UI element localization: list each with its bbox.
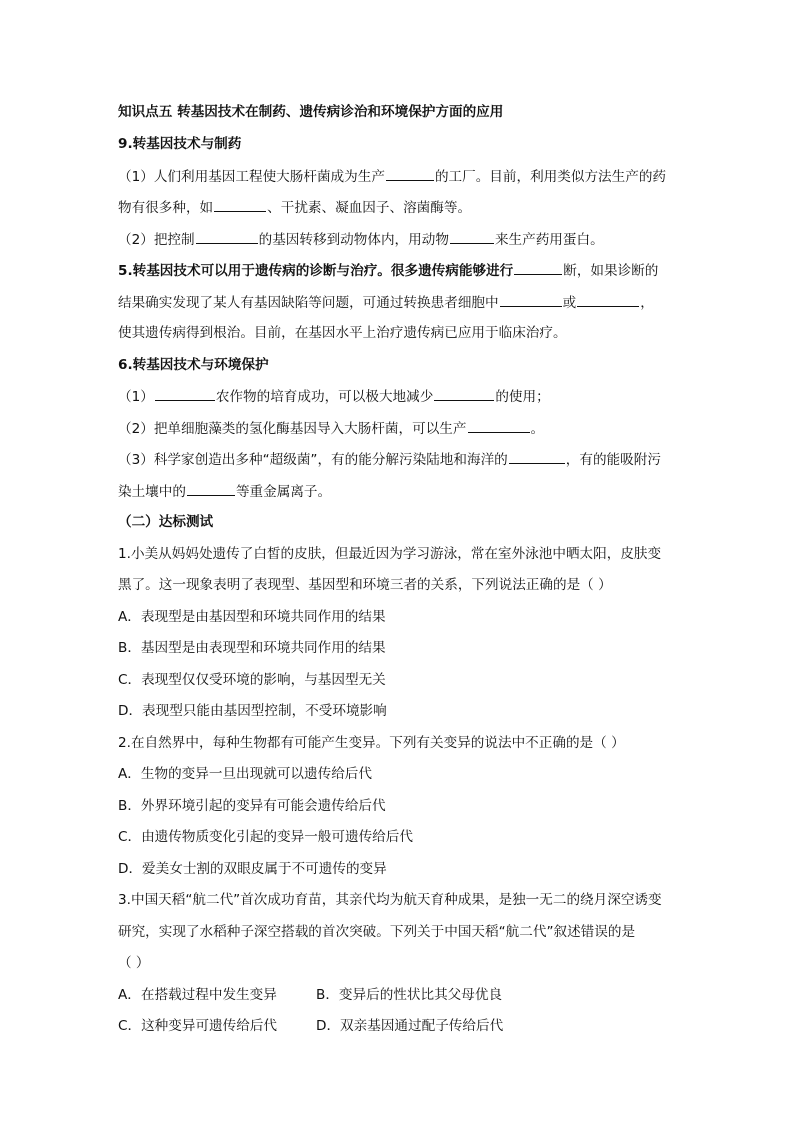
blank: [187, 481, 235, 496]
q2-option-a: A．生物的变异一旦出现就可以遗传给后代: [118, 766, 372, 782]
text: 、干扰素、凝血因子、溶菌酶等。: [267, 200, 472, 216]
q2-option-b: B．外界环境引起的变异有可能会遗传给后代: [118, 798, 386, 814]
blank: [468, 418, 530, 433]
q3-option-a: A．在搭载过程中发生变异: [118, 987, 277, 1003]
blank: [434, 386, 494, 401]
s6-p3-line1: [118, 449, 688, 470]
text: ，: [640, 295, 654, 311]
text: （1）人们利用基因工程使大肠杆菌成为生产: [118, 169, 385, 185]
s9-p2: [118, 229, 688, 250]
text: 或: [562, 295, 577, 311]
s5-line2: [118, 292, 688, 313]
q1-option-c: C．表现型仅仅受环境的影响，与基因型无关: [118, 672, 386, 688]
text: 5.转基因技术可以用于遗传病的诊断与治疗。很多遗传病能够进行: [118, 263, 514, 279]
q3-line3: （ ）: [118, 955, 150, 971]
q1-line1: 1.小美从妈妈处遗传了白皙的皮肤，但最近因为学习游泳，常在室外泳池中晒太阳，皮肤变: [118, 546, 662, 562]
s6-p2: [118, 418, 688, 439]
blank: [214, 197, 266, 212]
q3-line1: 3.中国天稻“航二代”首次成功育苗，其亲代均为航天育种成果，是独一无二的绕月深空诱变: [118, 892, 662, 908]
text: ，有的能吸附污: [565, 452, 661, 468]
s9-p1-line1: [118, 166, 688, 187]
text: 的基因转移到动物体内，用动物: [258, 232, 449, 248]
text: 物有很多种，如: [118, 200, 214, 216]
s6-p1: [118, 386, 688, 407]
blank: [509, 449, 565, 464]
s9-p1-line2: [118, 197, 688, 218]
test-heading: （二）达标测试: [118, 514, 214, 530]
s6-p3-line2: [118, 481, 688, 502]
blank: [514, 260, 562, 275]
section-title: 知识点五 转基因技术在制药、遗传病诊治和环境保护方面的应用: [118, 104, 504, 120]
blank: [450, 229, 494, 244]
blank: [386, 166, 434, 181]
q2-line1: 2.在自然界中，每种生物都有可能产生变异。下列有关变异的说法中不正确的是（ ）: [118, 735, 625, 751]
q1-option-a: A．表现型是由基因型和环境共同作用的结果: [118, 609, 386, 625]
text: （1）: [118, 389, 154, 405]
q1-option-b: B．基因型是由表现型和环境共同作用的结果: [118, 640, 386, 656]
s9-heading: 9.转基因技术与制药: [118, 136, 242, 152]
q3-line2: 研究，实现了水稻种子深空搭载的首次突破。下列关于中国天稻“航二代”叙述错误的是: [118, 924, 636, 940]
q2-option-c: C．由遗传物质变化引起的变异一般可遗传给后代: [118, 829, 413, 845]
s6-heading: 6.转基因技术与环境保护: [118, 357, 269, 373]
text: 。: [530, 421, 545, 437]
text: 等重金属离子。: [235, 484, 332, 500]
q1-option-d: D．表现型只能由基因型控制，不受环境影响: [118, 703, 387, 719]
text: （3）科学家创造出多种“超级菌”，有的能分解污染陆地和海洋的: [118, 452, 508, 468]
text: 断，如果诊断的: [563, 263, 659, 279]
text: 染土壤中的: [118, 484, 186, 500]
text: 结果确实发现了某人有基因缺陷等问题，可通过转换患者细胞中: [118, 295, 499, 311]
s5-line1: [118, 260, 688, 281]
q3-option-b: B．变异后的性状比其父母优良: [316, 987, 503, 1003]
q3-option-c: C．这种变异可遗传给后代: [118, 1018, 278, 1034]
q2-option-d: D．爱美女士割的双眼皮属于不可遗传的变异: [118, 861, 387, 877]
text: 农作物的培育成功，可以极大地减少: [215, 389, 434, 405]
blank: [196, 229, 258, 244]
text: （2）把控制: [118, 232, 195, 248]
text: 的使用；: [495, 389, 550, 405]
text: （2）把单细胞藻类的氢化酶基因导入大肠杆菌，可以生产: [118, 421, 467, 437]
text: 的工厂。目前，利用类似方法生产的药: [434, 169, 667, 185]
q3-option-d: D．双亲基因通过配子传给后代: [316, 1018, 504, 1034]
s5-line3: 使其遗传病得到根治。目前，在基因水平上治疗遗传病已应用于临床治疗。: [118, 325, 567, 341]
blank: [500, 292, 562, 307]
blank: [577, 292, 639, 307]
q1-line2: 黑了。这一现象表明了表现型、基因型和环境三者的关系，下列说法正确的是（ ）: [118, 577, 612, 593]
blank: [155, 386, 215, 401]
text: 来生产药用蛋白。: [494, 232, 604, 248]
